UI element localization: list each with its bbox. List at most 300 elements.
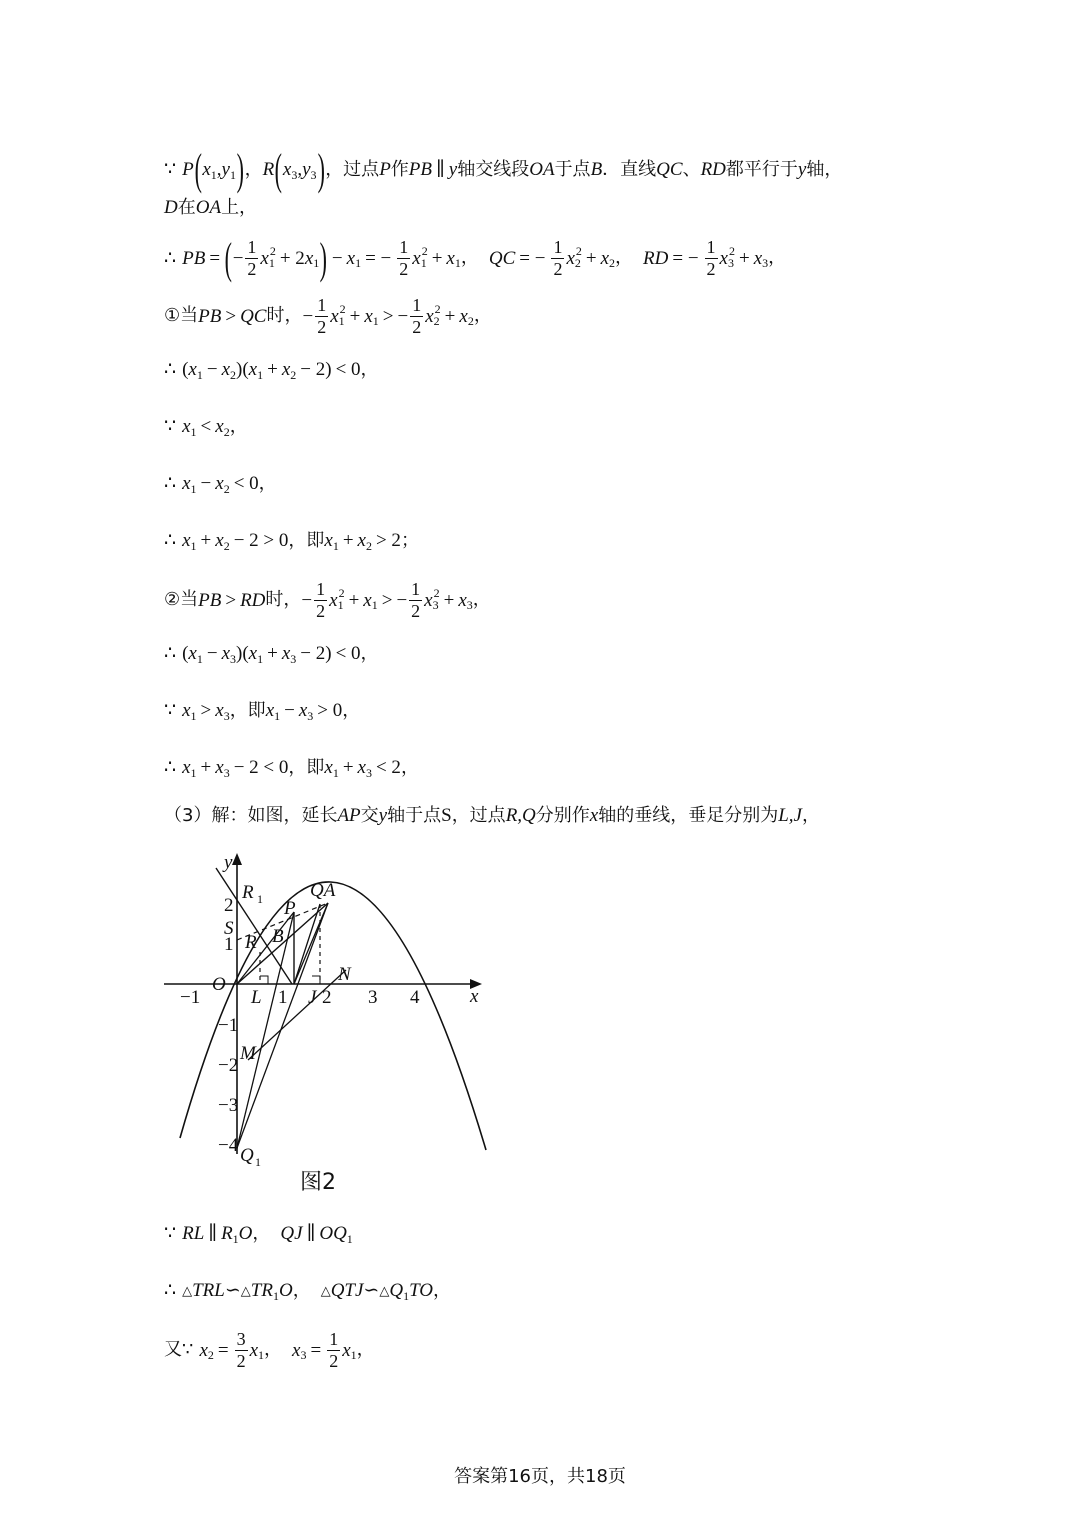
- y-tick-label: 1: [224, 934, 234, 955]
- label-n: N: [338, 964, 351, 985]
- inequality: > 2: [375, 530, 401, 551]
- text: 于点: [554, 158, 591, 180]
- text: ，即: [288, 756, 325, 778]
- subscript: 3: [466, 598, 473, 613]
- var-x: x: [215, 530, 224, 551]
- fraction: $\frac{1}{2}$: [553, 237, 563, 279]
- text: ，即: [288, 529, 325, 551]
- subscript: 1: [313, 256, 320, 271]
- segment-rl: RL: [182, 1223, 205, 1244]
- var-x: x: [324, 757, 333, 778]
- subscript: 1: [190, 481, 197, 496]
- solution-line-11: [164, 699, 1020, 723]
- point-p: P: [182, 159, 194, 181]
- var-x: x: [182, 416, 191, 437]
- inequality: < 0: [233, 473, 259, 494]
- var-x: x: [248, 359, 258, 380]
- label-qa: QA: [310, 880, 336, 901]
- similar-symbol: ∽: [224, 1280, 241, 1301]
- greater-than: >: [225, 589, 237, 611]
- punct: ，: [473, 305, 492, 327]
- text: 轴的垂线，垂足分别为: [598, 804, 779, 826]
- subscript: 3: [432, 598, 439, 613]
- subscript: 3: [291, 167, 298, 182]
- superscript: 2: [338, 586, 345, 601]
- subscript: 1: [268, 256, 275, 271]
- var-y: y: [221, 159, 230, 181]
- point-o: O: [278, 1280, 293, 1301]
- minus: −: [232, 247, 244, 269]
- text: 轴，: [806, 158, 843, 180]
- fraction: $\frac{1}{2}$: [399, 237, 409, 279]
- point-b: B: [590, 159, 603, 181]
- minus: −: [396, 589, 408, 611]
- solution-line-5: ∴ ( x 1 − x 2 )( x 1 + x 2 − 2 ) < 0 ，: [164, 358, 379, 382]
- therefore-symbol: ∴: [164, 757, 177, 778]
- subscript: 1: [190, 765, 197, 780]
- point-r: R: [221, 1223, 233, 1244]
- segment-rd: RD: [643, 247, 669, 269]
- superscript: 2: [421, 244, 428, 259]
- solution-line-8: [164, 529, 1020, 553]
- part-3-intro: （3）解：如图，延长: [164, 804, 338, 826]
- point-o: O: [238, 1223, 253, 1244]
- subscript: 2: [230, 367, 237, 382]
- text: ，过点: [451, 804, 506, 826]
- subscript: 1: [196, 651, 203, 666]
- var-x: x: [281, 643, 291, 664]
- points-lj: L,J: [778, 805, 802, 826]
- inequality: − 2 > 0: [233, 530, 289, 551]
- plus: +: [342, 530, 354, 551]
- var-x: x: [363, 589, 372, 611]
- var-x: x: [221, 359, 231, 380]
- solution-line-4: [164, 296, 1020, 337]
- var-x: x: [282, 159, 292, 181]
- var-y: y: [302, 159, 311, 181]
- punct: ；: [400, 529, 419, 551]
- plus: +: [200, 757, 212, 778]
- label-x-axis: x: [470, 986, 479, 1007]
- solution-line-16: [164, 1330, 1020, 1371]
- subscript: 2: [467, 314, 474, 329]
- var-x: x: [412, 247, 421, 269]
- solution-line-14: [164, 1222, 1020, 1246]
- superscript: 2: [575, 244, 582, 259]
- var-x: x: [188, 359, 197, 380]
- label-q1: Q: [240, 1145, 254, 1166]
- subscript: 3: [310, 167, 317, 182]
- segment-qc: QC: [656, 159, 683, 181]
- superscript: 2: [339, 302, 346, 317]
- case-1-label: ①当: [164, 305, 199, 327]
- segment-pb: PB: [198, 589, 222, 611]
- subscript: 1: [190, 424, 197, 439]
- var-x: x: [425, 305, 434, 327]
- solution-line-1: ∵ P ( x 1 , y 1 ) ， R ( x 3 , y 3 ) ，过点 P 作 PB ∥ y 轴交线段 OA 于点 B ．直线 QC 、 RD 都平行于 y 轴，: [164, 145, 843, 194]
- inequality: > 0: [317, 700, 343, 721]
- solution-line-13: [164, 806, 1020, 825]
- parallel-symbol: ∥: [306, 1223, 316, 1244]
- punct: ，: [433, 1279, 452, 1301]
- punct: ，: [801, 804, 820, 826]
- var-x: x: [304, 247, 314, 269]
- var-x: x: [249, 1339, 259, 1361]
- label-l: L: [251, 987, 262, 1008]
- subscript: 1: [257, 651, 264, 666]
- also-because: 又∵: [164, 1339, 194, 1361]
- therefore-symbol: ∴: [164, 359, 177, 380]
- term: − 2: [300, 643, 326, 664]
- because-symbol: ∵: [164, 159, 177, 181]
- y-axis-arrow: [232, 853, 242, 865]
- punct: ，: [258, 472, 277, 494]
- subscript: 2: [574, 256, 581, 271]
- because-symbol: ∵: [164, 1223, 177, 1244]
- equals: = −: [672, 247, 699, 269]
- subscript: 1: [190, 708, 197, 723]
- subscript: 1: [350, 1348, 357, 1363]
- term: − 2: [300, 359, 326, 380]
- solution-line-3: ∴ PB = ( − $\frac{1}{2}$ x 1 2 + 2 x 1 ) − x 1 = − $\frac{1}{2}$ x 1 2 + x 1 ， QC = − $\frac{1}{2}$ x 2 2 + x 2 ， RD = − $\frac{1}{2}$ x 3 2 + x 3 ，: [164, 233, 787, 283]
- plus: +: [342, 757, 354, 778]
- subscript: 3: [727, 256, 734, 271]
- triangle-symbol: △: [320, 1283, 331, 1298]
- minus: −: [206, 643, 218, 664]
- subscript: 1: [257, 367, 264, 382]
- var-x: x: [188, 643, 197, 664]
- therefore-symbol: ∴: [164, 1280, 177, 1301]
- var-x: x: [446, 247, 455, 269]
- segment-qc: QC: [240, 305, 267, 327]
- label-r1: R: [242, 882, 254, 903]
- figure-caption: 图2: [300, 1170, 336, 1195]
- subscript: 3: [230, 651, 237, 666]
- var-x: x: [215, 700, 224, 721]
- fraction: $\frac{1}{2}$: [411, 579, 421, 621]
- right-angle-j: [312, 976, 320, 984]
- text: ，即: [229, 699, 266, 721]
- therefore-symbol: ∴: [164, 473, 177, 494]
- segment-pb: PB: [408, 159, 433, 181]
- label-b: B: [272, 926, 284, 947]
- var-y: y: [797, 159, 807, 181]
- text: ，过点: [325, 158, 380, 180]
- right-angle-l: [260, 976, 268, 984]
- x-tick-label: −1: [180, 987, 201, 1008]
- subscript: 1: [332, 538, 339, 553]
- subscript: 1: [332, 765, 339, 780]
- label-s: S: [224, 918, 234, 939]
- var-x: x: [357, 757, 366, 778]
- x-tick-label: 4: [410, 987, 420, 1008]
- figure-2-graph: [160, 848, 500, 1169]
- subscript: 1: [272, 1288, 279, 1303]
- var-x: x: [292, 1339, 301, 1361]
- var-x: x: [215, 473, 224, 494]
- segment-ap: AP: [337, 805, 361, 826]
- var-x: x: [329, 589, 338, 611]
- inequality: < 0: [335, 359, 361, 380]
- segment-oq: OQ: [319, 1223, 347, 1244]
- parallel-symbol: ∥: [208, 1223, 218, 1244]
- solution-line-6: [164, 415, 1020, 439]
- line-1-q: [294, 904, 320, 984]
- segment-pb: PB: [198, 305, 222, 327]
- y-tick-label: 2: [224, 895, 234, 916]
- punct: ，: [472, 589, 491, 611]
- text: 交: [360, 804, 379, 826]
- fraction: $\frac{3}{2}$: [236, 1329, 246, 1371]
- segment-qc: QC: [488, 247, 516, 269]
- subscript: 2: [223, 538, 230, 553]
- segment-oa: OA: [195, 197, 222, 218]
- minus: −: [200, 473, 212, 494]
- subscript: 1: [454, 256, 461, 271]
- var-x: x: [753, 247, 763, 269]
- plus: +: [348, 589, 360, 611]
- point-d: D: [164, 197, 178, 218]
- var-y: y: [378, 805, 388, 826]
- punct: 、: [682, 158, 701, 180]
- text: 时，: [265, 589, 302, 611]
- equals: =: [217, 1339, 229, 1361]
- plus: +: [200, 530, 212, 551]
- text: 轴于点: [387, 804, 442, 826]
- punct: ，: [460, 247, 479, 269]
- var-x: x: [424, 589, 433, 611]
- var-x: x: [346, 247, 356, 269]
- text: 分别作: [535, 804, 590, 826]
- fraction: $\frac{1}{2}$: [329, 1329, 339, 1371]
- superscript: 2: [433, 586, 440, 601]
- var-x: x: [458, 589, 467, 611]
- var-x: x: [260, 247, 269, 269]
- solution-line-15: [164, 1279, 1020, 1303]
- label-j: J: [308, 987, 317, 1008]
- triangle-qtj: QTJ: [330, 1280, 364, 1301]
- var-x: x: [281, 359, 291, 380]
- var-x: x: [202, 159, 211, 181]
- therefore-symbol: ∴: [164, 247, 177, 269]
- label-q1-subscript: 1: [255, 1155, 261, 1169]
- subscript: 2: [433, 314, 440, 329]
- punct: ，: [400, 756, 419, 778]
- segment-rd: RD: [240, 589, 266, 611]
- label-p: P: [284, 898, 296, 919]
- points-rq: R,Q: [505, 805, 536, 826]
- triangle-tr: TR: [250, 1280, 273, 1301]
- greater-than: >: [382, 305, 394, 327]
- text: 作: [390, 158, 409, 180]
- var-y: y: [448, 159, 458, 181]
- subscript: 1: [346, 1231, 353, 1246]
- punct: ，: [292, 1279, 311, 1301]
- equals: =: [209, 247, 221, 269]
- fraction: $\frac{1}{2}$: [317, 295, 327, 337]
- punct: ，: [768, 247, 787, 269]
- punct: ，: [264, 1339, 283, 1361]
- y-tick-label: −2: [218, 1055, 239, 1076]
- segment-oa: OA: [529, 159, 555, 181]
- subscript: 1: [258, 1348, 265, 1363]
- subscript: 1: [210, 167, 217, 182]
- var-x: x: [566, 247, 575, 269]
- punct: ，: [229, 415, 248, 437]
- because-symbol: ∵: [164, 700, 177, 721]
- text: 轴交线段: [457, 158, 530, 180]
- therefore-symbol: ∴: [164, 530, 177, 551]
- subscript: 3: [223, 708, 230, 723]
- subscript: 2: [223, 481, 230, 496]
- var-x: x: [221, 643, 231, 664]
- text: 都平行于: [725, 158, 798, 180]
- punct: ，: [360, 358, 379, 380]
- point-p: P: [379, 159, 391, 181]
- var-x: x: [330, 305, 339, 327]
- var-x: x: [357, 530, 366, 551]
- punct: ，: [360, 642, 379, 664]
- y-tick-label: −4: [218, 1135, 239, 1156]
- points-to: TO: [409, 1280, 434, 1301]
- text: 在: [177, 196, 196, 218]
- subscript: 3: [762, 256, 769, 271]
- subscript: 1: [371, 598, 378, 613]
- segment-pb: PB: [182, 247, 206, 269]
- triangle-symbol: △: [379, 1283, 390, 1298]
- x-tick-label: 1: [278, 987, 288, 1008]
- var-x: x: [182, 473, 191, 494]
- var-x: x: [182, 530, 191, 551]
- plus: +: [585, 247, 597, 269]
- var-x: x: [215, 757, 224, 778]
- subscript: 3: [290, 651, 297, 666]
- page-footer: 答案第16页，共18页: [454, 1466, 626, 1487]
- subscript: 1: [190, 538, 197, 553]
- var-x: x: [265, 700, 275, 721]
- punct: ，: [342, 699, 361, 721]
- greater-than: >: [225, 305, 237, 327]
- label-m: M: [240, 1043, 256, 1064]
- var-x: x: [364, 305, 373, 327]
- text: 时，: [266, 305, 303, 327]
- case-2-label: ②当: [164, 589, 199, 611]
- minus: −: [206, 359, 218, 380]
- label-r1-subscript: 1: [257, 892, 263, 906]
- plus: +: [738, 247, 750, 269]
- triangle-symbol: △: [182, 1283, 193, 1298]
- segment-qj: QJ: [280, 1223, 303, 1244]
- point-r: R: [262, 159, 275, 181]
- punct: ，: [615, 247, 634, 269]
- term: + 2: [279, 247, 305, 269]
- subscript: 2: [290, 367, 297, 382]
- x-tick-label: 2: [322, 987, 332, 1008]
- plus: +: [267, 643, 278, 664]
- text: 上，: [221, 196, 258, 218]
- solution-line-12: [164, 756, 1020, 780]
- subscript: 2: [365, 538, 372, 553]
- less-than: <: [200, 416, 212, 437]
- label-y-axis: y: [224, 852, 233, 873]
- plus: +: [267, 359, 278, 380]
- subscript: 2: [207, 1348, 214, 1363]
- minus: −: [284, 700, 295, 721]
- greater-than: >: [381, 589, 393, 611]
- subscript: 1: [338, 314, 345, 329]
- punct: ，: [252, 1222, 271, 1244]
- plus: +: [431, 247, 443, 269]
- triangle-trl: TRL: [192, 1280, 225, 1301]
- var-x: x: [248, 643, 258, 664]
- superscript: 2: [269, 244, 276, 259]
- var-x: x: [182, 700, 191, 721]
- subscript: 1: [372, 314, 379, 329]
- var-x: x: [199, 1339, 208, 1361]
- var-x: x: [719, 247, 728, 269]
- minus: −: [302, 305, 314, 327]
- fraction: $\frac{1}{2}$: [412, 295, 422, 337]
- subscript: 2: [609, 256, 616, 271]
- subscript: 3: [365, 765, 372, 780]
- solution-line-10: ∴ ( x 1 − x 3 )( x 1 + x 3 − 2 ) < 0 ，: [164, 642, 379, 666]
- similar-symbol: ∽: [363, 1280, 380, 1301]
- punct: ，: [244, 158, 263, 180]
- subscript: 2: [223, 424, 230, 439]
- var-x: x: [459, 305, 468, 327]
- var-x: x: [342, 1339, 351, 1361]
- punct: ，: [356, 1339, 375, 1361]
- subscript: 3: [223, 765, 230, 780]
- fraction: $\frac{1}{2}$: [706, 237, 716, 279]
- label-origin: O: [212, 974, 226, 995]
- parallel-symbol: ∥: [436, 159, 445, 181]
- solution-line-7: [164, 472, 1020, 496]
- subscript: 1: [229, 167, 236, 182]
- fraction: $\frac{1}{2}$: [247, 237, 257, 279]
- point-q: Q: [389, 1280, 404, 1301]
- var-x: x: [215, 416, 224, 437]
- equals: = −: [519, 247, 546, 269]
- equals: = −: [365, 247, 392, 269]
- inequality: < 0: [335, 643, 361, 664]
- therefore-symbol: ∴: [164, 643, 177, 664]
- minus: −: [331, 247, 343, 269]
- solution-line-2: [164, 198, 1020, 217]
- y-tick-label: −3: [218, 1095, 239, 1116]
- var-x: x: [182, 757, 191, 778]
- subscript: 1: [403, 1288, 410, 1303]
- subscript: 3: [307, 708, 314, 723]
- y-tick-label: −1: [218, 1015, 239, 1036]
- var-x: x: [589, 805, 599, 826]
- subscript: 1: [232, 1231, 239, 1246]
- equals: =: [310, 1339, 322, 1361]
- inequality: < 2: [375, 757, 401, 778]
- triangle-symbol: △: [240, 1283, 251, 1298]
- plus: +: [443, 589, 455, 611]
- var-x: x: [298, 700, 308, 721]
- superscript: 2: [728, 244, 735, 259]
- greater-than: >: [200, 700, 212, 721]
- point-s: S: [441, 805, 452, 826]
- subscript: 1: [420, 256, 427, 271]
- label-r: R: [245, 932, 257, 953]
- solution-line-9: [164, 580, 1020, 621]
- fraction: $\frac{1}{2}$: [316, 579, 326, 621]
- segment-rd: RD: [700, 159, 726, 181]
- minus: −: [301, 589, 313, 611]
